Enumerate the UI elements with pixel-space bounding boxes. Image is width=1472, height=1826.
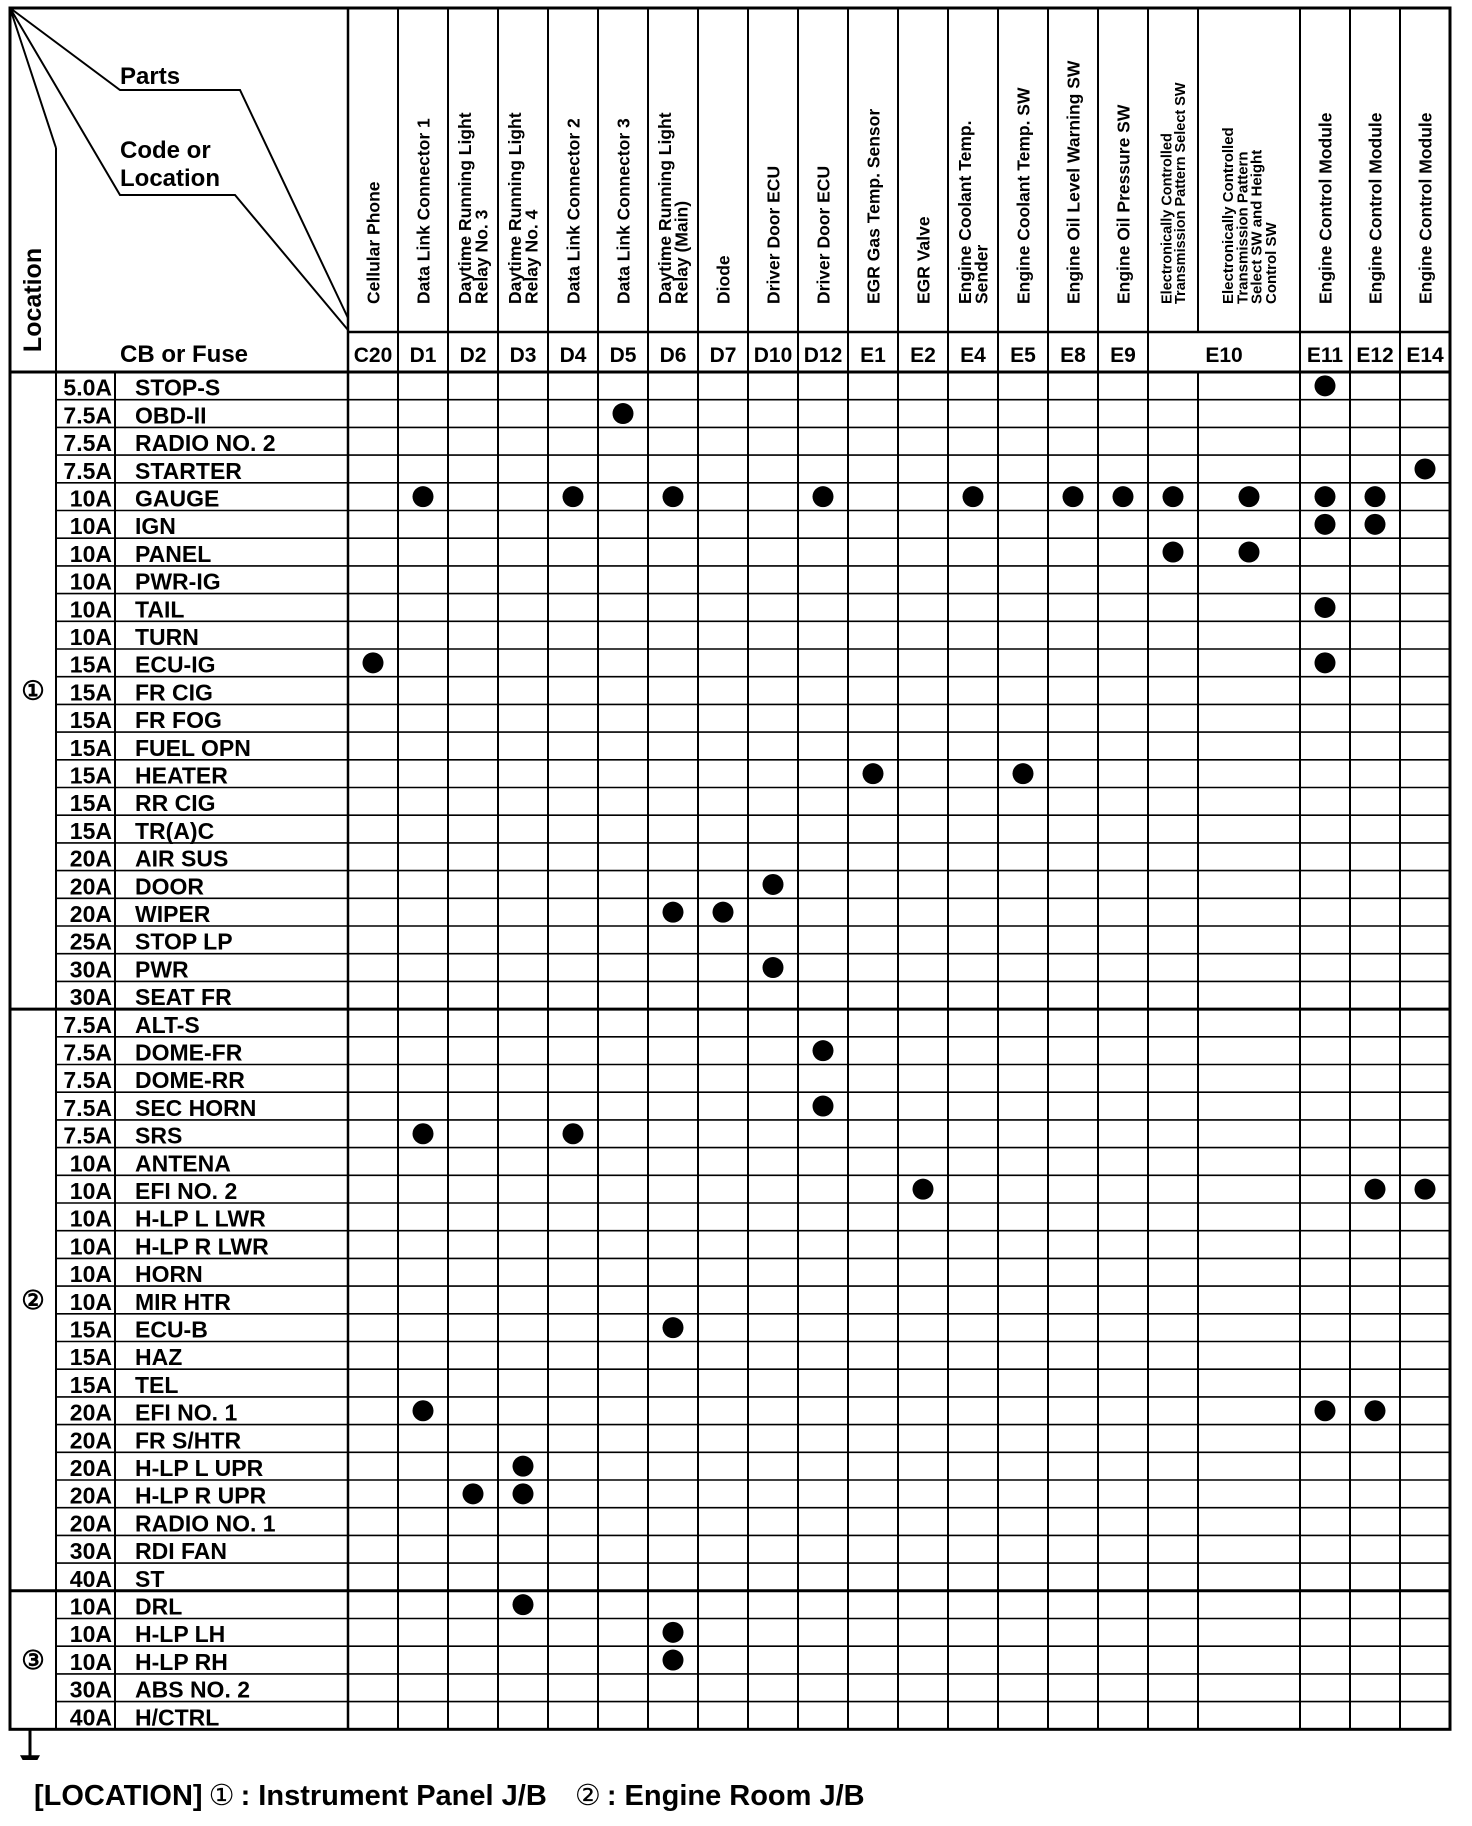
connection-dot — [1315, 514, 1336, 535]
connection-dot — [663, 1650, 684, 1671]
column-name: Daytime Running Light — [504, 112, 525, 304]
fuse-name: H-LP L LWR — [135, 1205, 266, 1232]
connection-dot — [1239, 486, 1260, 507]
column-code: E11 — [1306, 344, 1344, 367]
fuse-name: FR CIG — [135, 679, 213, 706]
fuse-name: SRS — [135, 1122, 183, 1149]
fuse-amperage: 30A — [69, 984, 112, 1011]
connection-dot — [463, 1483, 484, 1504]
column-name: Data Link Connector 2 — [563, 118, 584, 304]
fuse-name: RADIO NO. 2 — [135, 430, 276, 457]
fuse-amperage: 7.5A — [63, 402, 112, 429]
connection-dot — [913, 1179, 934, 1200]
fuse-amperage: 20A — [69, 873, 112, 900]
legend-symbol-2: ② — [574, 1780, 601, 1812]
column-name: Relay No. 3 — [471, 209, 492, 304]
column-code: D5 — [609, 344, 637, 367]
fuse-name: STARTER — [135, 457, 242, 484]
connection-dot — [613, 403, 634, 424]
fuse-name: ECU-IG — [135, 651, 216, 678]
fuse-name: PWR — [135, 956, 189, 983]
fuse-amperage: 7.5A — [63, 1067, 112, 1094]
fuse-amperage: 10A — [69, 513, 112, 540]
column-name: Data Link Connector 1 — [413, 118, 434, 304]
fuse-amperage: 20A — [69, 901, 112, 927]
connection-dot — [413, 486, 434, 507]
connection-dot — [713, 902, 734, 923]
connection-dot — [1365, 1179, 1386, 1200]
fuse-name: GAUGE — [135, 485, 220, 512]
legend-text-1: : Instrument Panel J/B — [240, 1780, 547, 1812]
fuse-name: FR S/HTR — [135, 1427, 242, 1454]
column-code: E1 — [860, 344, 886, 367]
fuse-amperage: 15A — [69, 1371, 112, 1398]
connection-dot — [563, 1123, 584, 1144]
fuse-name: ECU-B — [135, 1316, 208, 1343]
connection-dot — [863, 763, 884, 784]
column-name: Electronically Controlled — [1220, 127, 1238, 304]
fuse-name: STOP LP — [135, 928, 233, 955]
connection-dot — [763, 874, 784, 895]
fuse-amperage: 7.5A — [63, 430, 112, 457]
fuse-name: MIR HTR — [135, 1288, 231, 1315]
fuse-name: SEAT FR — [135, 984, 232, 1011]
fuse-amperage: 20A — [69, 1510, 112, 1537]
column-name: Engine Control Module — [1315, 112, 1336, 304]
fuse-amperage: 25A — [69, 928, 112, 955]
connection-dot — [663, 1317, 684, 1338]
fuse-name: H-LP R LWR — [135, 1233, 269, 1260]
fuse-amperage: 10A — [69, 1178, 112, 1204]
fuse-amperage: 7.5A — [63, 457, 112, 484]
column-code: E12 — [1356, 344, 1394, 367]
column-name: Relay (Main) — [671, 200, 692, 304]
fuse-name: TEL — [135, 1371, 179, 1398]
connection-dot — [363, 652, 384, 673]
connection-dot — [1239, 542, 1260, 563]
column-name: Control SW — [1262, 222, 1280, 304]
fuse-amperage: 7.5A — [63, 1122, 112, 1149]
fuse-amperage: 15A — [69, 1316, 112, 1343]
fuse-name: HORN — [135, 1261, 203, 1288]
fuse-amperage: 20A — [69, 1455, 112, 1481]
fuse-amperage: 7.5A — [63, 1094, 112, 1121]
column-name: Engine Control Module — [1365, 112, 1386, 304]
column-code: D1 — [409, 344, 437, 367]
fuse-amperage: 30A — [69, 1676, 112, 1703]
fuse-amperage: 10A — [69, 1205, 112, 1232]
fuse-name: FUEL OPN — [135, 734, 251, 761]
fuse-name: DOME-FR — [135, 1039, 243, 1066]
header-diagonal-location — [10, 8, 56, 148]
fuse-name: HEATER — [135, 762, 228, 789]
fuse-name: EFI NO. 2 — [135, 1178, 238, 1204]
fuse-amperage: 10A — [69, 1288, 112, 1315]
fuse-amperage: 10A — [69, 1261, 112, 1288]
fuse-name: RDI FAN — [135, 1538, 227, 1565]
connection-dot — [1163, 542, 1184, 563]
fuse-amperage: 20A — [69, 845, 112, 872]
fuse-amperage: 10A — [69, 485, 112, 512]
column-name: Engine Coolant Temp. SW — [1013, 87, 1034, 304]
column-code: D6 — [659, 344, 687, 367]
column-name: Driver Door ECU — [763, 165, 784, 304]
connection-dot — [963, 486, 984, 507]
fuse-name: H/CTRL — [135, 1704, 220, 1731]
fuse-name: EFI NO. 1 — [135, 1399, 238, 1426]
connection-dot — [813, 1040, 834, 1061]
fuse-name: RR CIG — [135, 790, 216, 817]
fuse-amperage: 7.5A — [63, 1011, 112, 1038]
connection-dot — [513, 1594, 534, 1615]
fuse-name: SEC HORN — [135, 1094, 257, 1121]
fuse-name: TAIL — [135, 596, 185, 623]
code-label-line1: Code or — [120, 137, 211, 164]
fuse-amperage: 40A — [69, 1565, 112, 1592]
fuse-name: H-LP LH — [135, 1621, 226, 1648]
connection-dot — [1415, 458, 1436, 479]
column-name: Data Link Connector 3 — [613, 118, 634, 304]
location-header-label: Location — [19, 247, 47, 353]
column-code: D4 — [559, 344, 587, 367]
connection-dot — [813, 1096, 834, 1117]
fuse-amperage: 15A — [69, 651, 112, 678]
column-name: Driver Door ECU — [813, 165, 834, 304]
column-code: C20 — [353, 344, 393, 367]
column-code: E5 — [1010, 344, 1036, 367]
fuse-name: HAZ — [135, 1344, 183, 1371]
down-arrow-icon — [20, 1755, 40, 1760]
column-name: Electronically Controlled — [1159, 133, 1176, 304]
column-name: Transmission Pattern Select SW — [1173, 82, 1190, 304]
connection-dot — [513, 1483, 534, 1504]
fuse-name: ABS NO. 2 — [135, 1676, 251, 1703]
location-legend — [34, 1778, 871, 1813]
column-name: Relay No. 4 — [521, 209, 542, 304]
fuse-name: DOOR — [135, 873, 204, 900]
fuse-amperage: 15A — [69, 817, 112, 844]
fuse-amperage: 15A — [69, 1344, 112, 1371]
legend-title: [LOCATION] — [34, 1780, 203, 1812]
column-name: Sender — [971, 244, 992, 304]
column-name: Daytime Running Light — [654, 112, 675, 304]
connection-dot — [663, 1622, 684, 1643]
connection-dot — [1315, 486, 1336, 507]
fuse-name: ALT-S — [135, 1011, 200, 1038]
connection-dot — [663, 486, 684, 507]
fuse-amperage: 10A — [69, 1621, 112, 1648]
column-name: EGR Gas Temp. Sensor — [863, 108, 884, 304]
connection-dot — [1163, 486, 1184, 507]
fuse-amperage: 7.5A — [63, 1039, 112, 1066]
fuse-name: ANTENA — [135, 1150, 231, 1177]
column-code: E8 — [1060, 344, 1086, 367]
column-code: E10 — [1205, 344, 1243, 367]
fuse-name: OBD-II — [135, 402, 207, 429]
fuse-amperage: 10A — [69, 1593, 112, 1620]
column-code: E2 — [910, 344, 936, 367]
column-code: E14 — [1406, 344, 1444, 367]
fuse-amperage: 20A — [69, 1482, 112, 1509]
column-code: D12 — [803, 344, 843, 367]
location-symbol: ① — [21, 675, 45, 706]
fuse-name: PWR-IG — [135, 568, 221, 595]
connection-dot — [513, 1456, 534, 1477]
fuse-name: H-LP R UPR — [135, 1482, 267, 1509]
fuse-amperage: 20A — [69, 1427, 112, 1454]
column-name: Select SW and Height — [1248, 149, 1266, 304]
fuse-amperage: 10A — [69, 596, 112, 623]
connection-dot — [1315, 1400, 1336, 1421]
fuse-amperage: 10A — [69, 568, 112, 595]
column-code: D10 — [753, 344, 793, 367]
connection-dot — [1113, 486, 1134, 507]
parts-label: Parts — [120, 63, 181, 90]
fuse-amperage: 30A — [69, 1538, 112, 1565]
connection-dot — [563, 486, 584, 507]
column-name: Transmission Pattern — [1234, 151, 1252, 304]
fuse-name: TURN — [135, 624, 199, 650]
fuse-name: AIR SUS — [135, 845, 229, 872]
connection-dot — [1063, 486, 1084, 507]
connection-dot — [1315, 652, 1336, 673]
fuse-amperage: 15A — [69, 707, 112, 734]
fuse-name: TR(A)C — [135, 817, 215, 844]
fuse-name: H-LP RH — [135, 1648, 228, 1675]
connection-dot — [763, 957, 784, 978]
fuse-amperage: 10A — [69, 624, 112, 650]
connection-dot — [1365, 1400, 1386, 1421]
connection-dot — [413, 1400, 434, 1421]
fuse-amperage: 30A — [69, 956, 112, 983]
connection-dot — [1365, 514, 1386, 535]
fuse-name: H-LP L UPR — [135, 1455, 264, 1481]
connection-dot — [1315, 597, 1336, 618]
connection-dot — [1365, 486, 1386, 507]
fuse-label: CB or Fuse — [120, 341, 249, 368]
column-name: Cellular Phone — [363, 181, 384, 304]
fuse-name: PANEL — [135, 540, 212, 567]
column-code: D2 — [459, 344, 487, 367]
fuse-amperage: 10A — [69, 1150, 112, 1177]
fuse-name: DOME-RR — [135, 1067, 245, 1094]
column-name: Engine Coolant Temp. — [954, 120, 975, 304]
connection-dot — [413, 1123, 434, 1144]
connection-dot — [1013, 763, 1034, 784]
fuse-amperage: 5.0A — [63, 374, 112, 401]
legend-symbol-1: ① — [208, 1780, 235, 1812]
connection-dot — [1315, 375, 1336, 396]
fuse-amperage: 15A — [69, 790, 112, 817]
fuse-amperage: 10A — [69, 1233, 112, 1260]
column-name: Engine Oil Pressure SW — [1113, 104, 1134, 304]
fuse-name: DRL — [135, 1593, 183, 1620]
fuse-amperage: 15A — [69, 762, 112, 789]
column-name: EGR Valve — [913, 216, 934, 304]
connection-dot — [663, 902, 684, 923]
fuse-amperage: 10A — [69, 540, 112, 567]
column-code: E4 — [960, 344, 986, 367]
fuse-name: STOP-S — [135, 374, 221, 401]
fuse-name: ST — [135, 1565, 165, 1592]
column-code: E9 — [1110, 344, 1136, 367]
fuse-name: IGN — [135, 513, 176, 540]
code-label-line2: Location — [120, 165, 220, 192]
fuse-amperage: 15A — [69, 734, 112, 761]
column-name: Engine Oil Level Warning SW — [1063, 60, 1084, 304]
fuse-name: FR FOG — [135, 707, 222, 734]
legend-text-2: : Engine Room J/B — [606, 1780, 865, 1812]
column-code: D7 — [709, 344, 737, 367]
column-name: Diode — [713, 255, 734, 304]
location-symbol: ② — [21, 1284, 45, 1315]
column-name: Engine Control Module — [1415, 112, 1436, 304]
column-code: D3 — [509, 344, 537, 367]
fuse-amperage: 10A — [69, 1648, 112, 1675]
connection-dot — [813, 486, 834, 507]
location-symbol: ③ — [21, 1645, 45, 1676]
connection-dot — [1415, 1179, 1436, 1200]
fuse-amperage: 20A — [69, 1399, 112, 1426]
fuse-amperage: 40A — [69, 1704, 112, 1731]
column-name: Daytime Running Light — [454, 112, 475, 304]
fuse-amperage: 15A — [69, 679, 112, 706]
fuse-name: WIPER — [135, 901, 211, 927]
fuse-name: RADIO NO. 1 — [135, 1510, 276, 1537]
